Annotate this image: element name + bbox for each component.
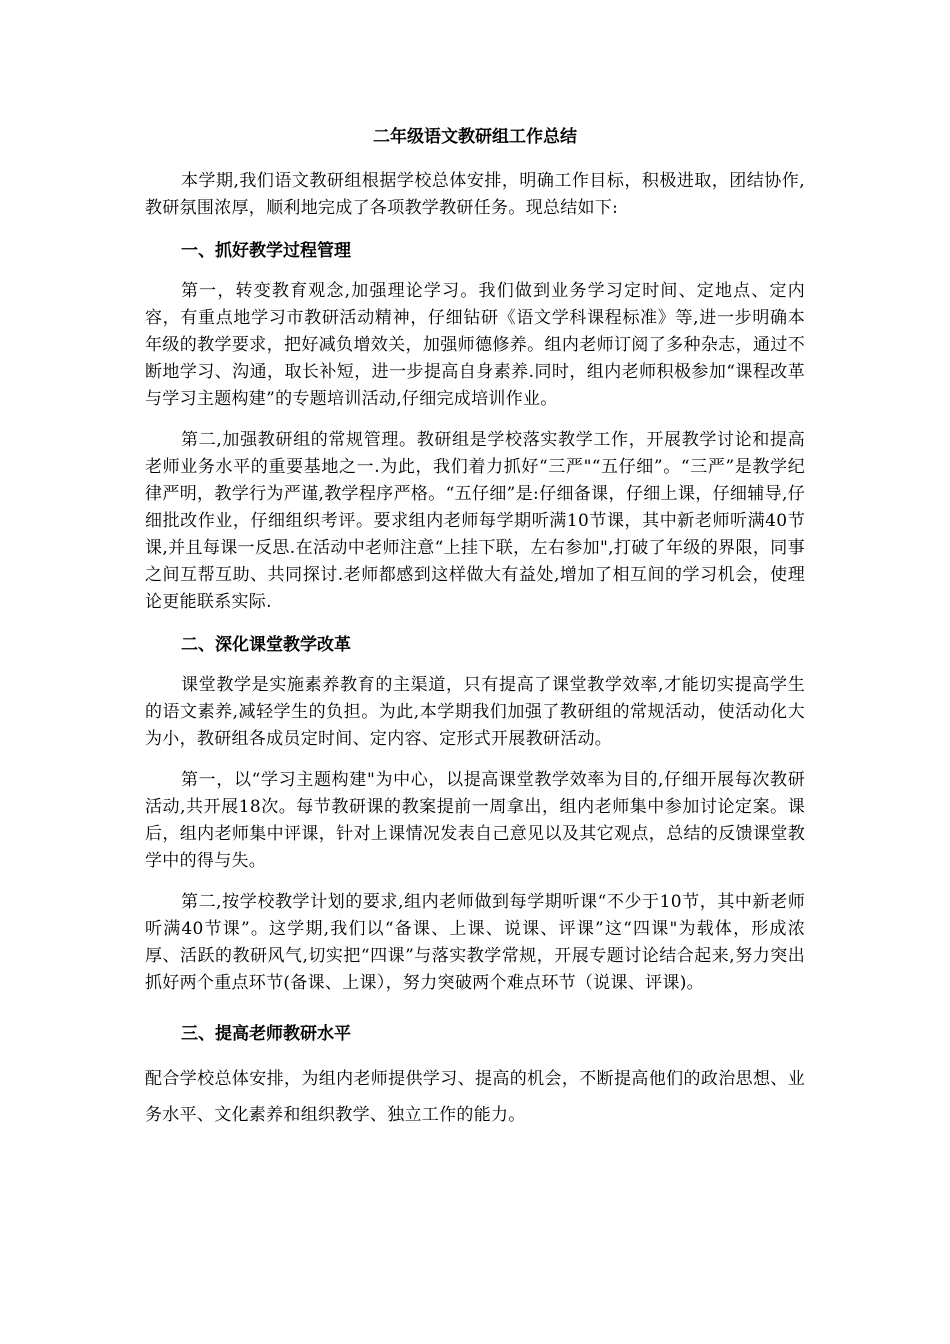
section-1-paragraph-1: 第一，转变教育观念,加强理论学习。我们做到业务学习定时间、定地点、定内容，有重点地学习市教研活动精神，仔细钻研《语文学科课程标准》等,进一步明确本年级的教学要求，把好减负增效关，加强师德修养。组内老师订阅了多种杂志，通过不断地学习、沟通，取长补短，进一步提高自身素养.同时，组内老师积极参加“课程改革与学习主题构建”的专题培训活动,仔细完成培训作业。 bbox=[145, 281, 805, 409]
section-heading-2: 二、深化课堂教学改革 bbox=[181, 635, 351, 655]
section-2-paragraph-2: 第一，以“学习主题构建"为中心，以提高课堂教学效率为目的,仔细开展每次教研活动,共开展18次。每节教研课的教案提前一周拿出，组内老师集中参加讨论定案。课后，组内老师集中评课，针对上课情况发表自己意见以及其它观点，总结的反馈课堂教学中的得与失。 bbox=[145, 770, 805, 871]
section-2-paragraph-1: 课堂教学是实施素养教育的主渠道，只有提高了课堂教学效率,才能切实提高学生的语文素养,减轻学生的负担。为此,本学期我们加强了教研组的常规活动，使活动化大为小，教研组各成员定时间、定内容、定形式开展教研活动。 bbox=[145, 675, 805, 749]
section-3-paragraph-1: 配合学校总体安排，为组内老师提供学习、提高的机会，不断提高他们的政治思想、业务水平、文化素养和组织教学、独立工作的能力。 bbox=[145, 1069, 805, 1125]
intro-paragraph: 本学期,我们语文教研组根据学校总体安排，明确工作目标，积极进取，团结协作,教研氛围浓厚，顺利地完成了各项教学教研任务。现总结如下: bbox=[145, 171, 805, 218]
section-1-paragraph-2: 第二,加强教研组的常规管理。教研组是学校落实教学工作，开展教学讨论和提高老师业务水平的重要基地之一.为此，我们着力抓好“三严"“五仔细”。“三严”是教学纪律严明，教学行为严谨,教学程序严格。“五仔细”是:仔细备课，仔细上课，仔细辅导,仔细批改作业，仔细组织考评。要求组内老师每学期听满10节课，其中新老师听满40节课,并且每课一反思.在活动中老师注意“上挂下联，左右参加",打破了年级的界限，同事之间互帮互助、共同探讨.老师都感到这样做大有益处,增加了相互间的学习机会，使理论更能联系实际. bbox=[145, 430, 805, 612]
section-heading-1: 一、抓好教学过程管理 bbox=[181, 241, 351, 261]
section-heading-3: 三、提高老师教研水平 bbox=[181, 1024, 351, 1044]
document-title: 二年级语文教研组工作总结 bbox=[373, 127, 577, 147]
section-2-paragraph-3: 第二,按学校教学计划的要求,组内老师做到每学期听课“不少于10节，其中新老师听满40节课”。这学期,我们以“备课、上课、说课、评课”这“四课"为载体，形成浓厚、活跃的教研风气,切实把“四课”与落实教学常规，开展专题讨论结合起来,努力突出抓好两个重点环节(备课、上课），努力突破两个难点环节（说课、评课)。 bbox=[145, 892, 805, 993]
document-page bbox=[145, 122, 805, 1147]
